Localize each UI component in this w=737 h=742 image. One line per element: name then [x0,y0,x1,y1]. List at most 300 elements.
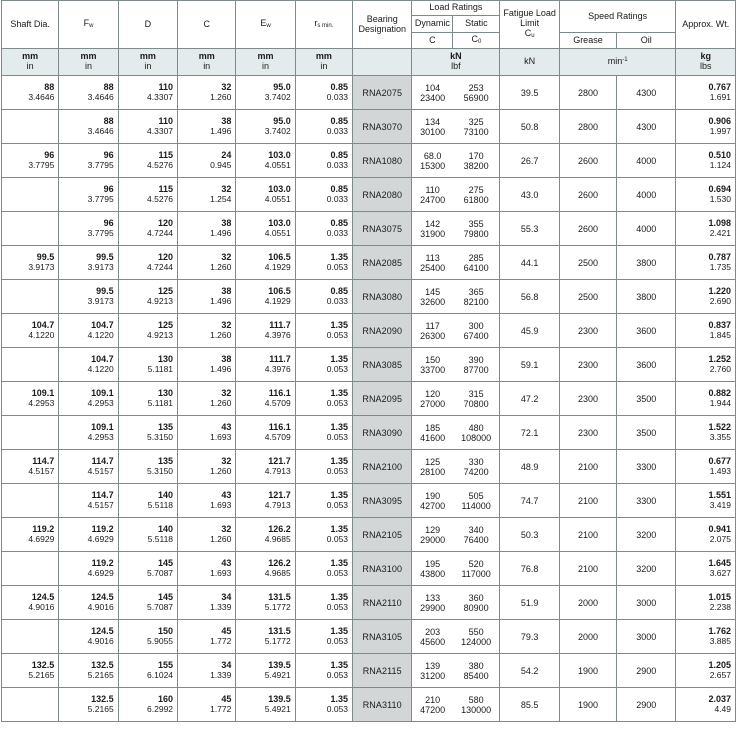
cell-dynamic-load-kn: 145 [425,286,441,297]
cell-shaft-dia-imperial: 5.2165 [28,669,55,680]
cell-shaft-dia-metric: 104.7 [31,319,55,330]
cell-static-load-lbf: 79800 [463,228,489,239]
cell-d-imperial: 4.7244 [147,261,174,272]
cell-fw [59,450,118,484]
table-row [2,620,736,654]
cell-approx-wt [676,144,736,178]
cell-shaft-dia [2,314,59,348]
cell-static-load-kn: 340 [468,524,484,535]
cell-ew [236,416,295,450]
table-row [2,654,736,688]
cell-fw-imperial: 4.2953 [87,397,114,408]
cell-approx-wt-metric: 0.837 [708,319,731,330]
cell-bearing-designation: RNA2105 [353,518,412,552]
cell-rs-min [295,348,352,382]
cell-d-metric: 145 [158,591,174,602]
cell-approx-wt [676,348,736,382]
cell-rs-min-imperial: 0.053 [326,363,349,374]
cell-ew [236,382,295,416]
cell-dynamic-load-kn: 129 [425,524,441,535]
cell-dynamic-load-lbf: 25400 [420,262,446,273]
cell-fw-metric: 114.7 [91,455,114,466]
cell-dynamic-load [412,620,453,654]
unit-rs: mm in [295,49,352,76]
table-row [2,76,736,110]
cell-dynamic-load [412,450,453,484]
cell-fw-imperial: 4.9016 [87,601,114,612]
cell-fw-imperial: 5.2165 [87,669,114,680]
cell-speed-grease: 2100 [559,450,616,484]
cell-speed-grease: 2100 [559,518,616,552]
cell-d-imperial: 4.5276 [147,193,174,204]
cell-approx-wt [676,178,736,212]
cell-d-metric: 155 [158,659,174,670]
cell-static-load-lbf: 82100 [463,296,489,307]
cell-speed-grease: 2600 [559,178,616,212]
cell-d [118,314,177,348]
cell-ew-imperial: 4.7913 [264,465,291,476]
header-bearing-designation: Bearing Designation [353,1,412,49]
cell-dynamic-load [412,484,453,518]
unit-speed: $\min^{-1}$ [559,49,676,76]
table-row [2,416,736,450]
cell-d [118,586,177,620]
cell-bearing-designation: RNA2095 [353,382,412,416]
cell-dynamic-load-kn: 117 [425,320,440,331]
cell-approx-wt-imperial: 2.760 [709,363,731,374]
cell-speed-oil: 3500 [617,382,676,416]
cell-c-imperial: 1.693 [210,567,232,578]
cell-bearing-designation: RNA2075 [353,76,412,110]
cell-fw-metric: 104.7 [91,353,114,364]
cell-rs-min-imperial: 0.053 [326,567,349,578]
cell-dynamic-load-lbf: 33700 [420,364,446,375]
cell-rs-min-metric: 0.85 [330,81,349,92]
cell-shaft-dia [2,382,59,416]
cell-d-metric: 125 [158,285,174,296]
cell-shaft-dia-imperial: 4.5157 [28,465,55,476]
cell-rs-min [295,586,352,620]
cell-approx-wt [676,416,736,450]
cell-dynamic-load [412,76,453,110]
cell-dynamic-load-kn: 113 [425,252,440,263]
cell-fw-imperial: 4.6929 [87,533,114,544]
cell-speed-oil: 3300 [617,450,676,484]
cell-dynamic-load [412,688,453,722]
cell-d-metric: 160 [158,693,174,704]
cell-fw-imperial: 4.6929 [87,567,114,578]
cell-rs-min-imperial: 0.053 [326,397,349,408]
unit-fatigue: kN [500,49,559,76]
cell-approx-wt-metric: 1.098 [708,217,731,228]
cell-approx-wt-imperial: 2.075 [709,533,731,544]
cell-approx-wt [676,280,736,314]
cell-ew-imperial: 4.5709 [264,397,291,408]
cell-static-load-lbf: 61800 [463,194,489,205]
cell-speed-grease: 1900 [559,654,616,688]
cell-fatigue-limit: 56.8 [500,280,559,314]
cell-fw [59,382,118,416]
cell-rs-min-metric: 1.35 [330,625,349,636]
cell-ew-imperial: 3.7402 [264,91,291,102]
unit-designation [353,49,412,76]
cell-approx-wt-imperial: 1.691 [709,91,731,102]
cell-fw-imperial: 4.5157 [87,465,114,476]
cell-c-metric: 34 [221,659,232,670]
cell-c [178,382,236,416]
cell-d-imperial: 5.7087 [147,567,174,578]
header-rs-min: rs min. [295,1,352,49]
cell-dynamic-load-kn: 150 [425,354,441,365]
cell-fw [59,586,118,620]
cell-d [118,654,177,688]
header-static: Static [453,16,500,33]
cell-fw [59,280,118,314]
cell-ew [236,314,295,348]
cell-approx-wt-metric: 2.037 [708,693,731,704]
cell-approx-wt-imperial: 3.419 [709,499,731,510]
cell-shaft-dia-metric: 119.2 [32,523,55,534]
unit-c: mm in [178,49,236,76]
cell-c-metric: 32 [221,387,232,398]
cell-dynamic-load-kn: 133 [425,592,441,603]
cell-ew [236,280,295,314]
cell-rs-min-metric: 0.85 [330,149,349,160]
cell-static-load-lbf: 76400 [463,534,489,545]
cell-ew-metric: 95.0 [273,115,291,126]
cell-static-load-kn: 285 [468,252,484,263]
cell-static-load [453,110,500,144]
cell-ew-metric: 106.5 [268,251,291,262]
cell-fw-imperial: 3.7795 [87,193,114,204]
cell-shaft-dia-metric: 132.5 [31,659,55,670]
cell-c-imperial: 1.772 [210,635,232,646]
cell-rs-min [295,688,352,722]
cell-static-load-lbf: 64100 [463,262,489,273]
cell-speed-grease: 2300 [559,416,616,450]
cell-fatigue-limit: 76.8 [500,552,559,586]
cell-fatigue-limit: 74.7 [500,484,559,518]
cell-bearing-designation: RNA3100 [353,552,412,586]
cell-approx-wt [676,654,736,688]
cell-d-imperial: 4.5276 [147,159,174,170]
cell-speed-grease: 2300 [559,314,616,348]
cell-d-imperial: 5.3150 [147,465,174,476]
cell-fatigue-limit: 79.3 [500,620,559,654]
cell-dynamic-load [412,178,453,212]
cell-approx-wt-imperial: 2.421 [709,227,731,238]
cell-ew [236,144,295,178]
cell-static-load [453,450,500,484]
cell-approx-wt-imperial: 1.845 [709,329,731,340]
cell-dynamic-load [412,518,453,552]
cell-d-metric: 150 [158,625,174,636]
cell-rs-min [295,280,352,314]
cell-bearing-designation: RNA2115 [353,654,412,688]
cell-speed-grease: 2500 [559,280,616,314]
cell-dynamic-load [412,314,453,348]
cell-d-metric: 145 [158,557,174,568]
cell-rs-min-metric: 1.35 [330,557,349,568]
cell-d-metric: 130 [158,387,174,398]
cell-ew-metric: 121.7 [268,489,291,500]
cell-c [178,586,236,620]
cell-rs-min [295,144,352,178]
cell-c-imperial: 1.339 [210,601,232,612]
cell-rs-min [295,76,352,110]
cell-rs-min-metric: 1.35 [330,455,349,466]
cell-d [118,144,177,178]
cell-fw-metric: 132.5 [91,693,114,704]
cell-dynamic-load [412,144,453,178]
cell-static-load-kn: 330 [468,456,484,467]
cell-shaft-dia-imperial: 3.4646 [28,91,55,102]
cell-approx-wt-imperial: 3.885 [709,635,731,646]
cell-approx-wt-metric: 1.645 [708,557,731,568]
cell-shaft-dia-imperial: 4.6929 [28,533,55,544]
cell-rs-min [295,314,352,348]
cell-rs-min-imperial: 0.053 [326,635,349,646]
cell-fatigue-limit: 48.9 [500,450,559,484]
cell-dynamic-load [412,382,453,416]
cell-fatigue-limit: 47.2 [500,382,559,416]
cell-static-load [453,314,500,348]
cell-dynamic-load-kn: 210 [425,694,441,705]
cell-approx-wt-metric: 0.767 [708,81,731,92]
cell-c-imperial: 1.260 [210,465,232,476]
cell-c-metric: 24 [221,149,232,160]
cell-dynamic-load-kn: 125 [425,456,441,467]
cell-static-load-kn: 390 [468,354,484,365]
table-row [2,484,736,518]
cell-d [118,246,177,280]
cell-c-metric: 43 [221,557,232,568]
cell-fw [59,246,118,280]
cell-fw-metric: 119.2 [91,523,114,534]
cell-d-metric: 125 [158,319,174,330]
cell-ew-metric: 103.0 [268,183,291,194]
cell-approx-wt [676,212,736,246]
cell-approx-wt-metric: 1.015 [708,591,731,602]
cell-d-metric: 135 [158,421,174,432]
cell-d-metric: 115 [158,183,174,194]
cell-rs-min-imperial: 0.033 [326,193,349,204]
cell-d-metric: 135 [158,455,174,466]
cell-shaft-dia [2,688,59,722]
unit-load-ratings: kN lbf [412,49,500,76]
cell-dynamic-load-lbf: 29900 [420,602,446,613]
cell-speed-grease: 2300 [559,382,616,416]
cell-bearing-designation: RNA3070 [353,110,412,144]
cell-speed-oil: 3000 [617,586,676,620]
cell-d-metric: 120 [158,251,174,262]
cell-static-load-kn: 505 [468,490,484,501]
cell-d-imperial: 4.3307 [147,125,174,136]
cell-rs-min [295,110,352,144]
cell-dynamic-load-lbf: 29000 [420,534,446,545]
header-oil: Oil [617,33,676,49]
cell-approx-wt-metric: 0.694 [708,183,731,194]
cell-shaft-dia [2,484,59,518]
cell-rs-min-imperial: 0.053 [326,261,349,272]
table-row [2,314,736,348]
cell-ew-imperial: 4.3976 [264,363,291,374]
cell-d [118,518,177,552]
cell-rs-min [295,382,352,416]
header-fw: Fw [59,1,118,49]
cell-static-load [453,246,500,280]
cell-c-imperial: 0.945 [210,159,232,170]
cell-shaft-dia-imperial: 4.9016 [28,601,55,612]
cell-c-metric: 45 [221,693,232,704]
cell-static-load-kn: 325 [468,116,484,127]
cell-fw-metric: 88 [103,81,114,92]
cell-static-load-lbf: 67400 [463,330,489,341]
cell-c-imperial: 1.339 [210,669,232,680]
cell-d-metric: 130 [158,353,174,364]
cell-approx-wt-imperial: 3.627 [709,567,731,578]
cell-c-imperial: 1.496 [210,125,232,136]
cell-rs-min-imperial: 0.053 [326,431,349,442]
cell-shaft-dia [2,110,59,144]
cell-ew-metric: 131.5 [268,591,291,602]
cell-c-imperial: 1.260 [210,533,232,544]
table-row [2,688,736,722]
cell-static-load-kn: 253 [468,82,484,93]
cell-approx-wt [676,246,736,280]
cell-fw [59,212,118,246]
cell-rs-min-metric: 0.85 [330,285,349,296]
cell-d-imperial: 4.7244 [147,227,174,238]
cell-static-load [453,348,500,382]
cell-ew [236,552,295,586]
cell-rs-min-imperial: 0.053 [326,601,349,612]
cell-fw [59,144,118,178]
cell-static-load-lbf: 56900 [463,92,489,103]
cell-d [118,212,177,246]
cell-dynamic-load [412,654,453,688]
cell-c-imperial: 1.693 [210,431,232,442]
cell-approx-wt-metric: 0.882 [708,387,731,398]
cell-d-imperial: 5.9055 [147,635,174,646]
cell-approx-wt-metric: 1.205 [708,659,731,670]
cell-rs-min [295,518,352,552]
cell-d-imperial: 5.1181 [147,397,174,408]
cell-static-load [453,280,500,314]
cell-static-load [453,586,500,620]
cell-ew-imperial: 4.3976 [264,329,291,340]
cell-dynamic-load-lbf: 30100 [420,126,446,137]
cell-dynamic-load-kn: 120 [425,388,441,399]
cell-static-load [453,518,500,552]
cell-dynamic-load-kn: 68.0 [423,150,442,161]
cell-fatigue-limit: 85.5 [500,688,559,722]
cell-c [178,688,236,722]
cell-rs-min-imperial: 0.053 [326,465,349,476]
cell-ew-metric: 121.7 [268,455,291,466]
cell-d [118,620,177,654]
table-row [2,144,736,178]
header-speed-ratings: Speed Ratings [559,1,676,33]
cell-static-load-lbf: 117000 [461,568,491,579]
cell-approx-wt [676,620,736,654]
cell-dynamic-load [412,280,453,314]
cell-rs-min-metric: 1.35 [330,489,349,500]
cell-rs-min-imperial: 0.033 [326,91,349,102]
table-body [2,76,736,722]
cell-speed-oil: 4000 [617,212,676,246]
cell-approx-wt-imperial: 1.944 [709,397,731,408]
cell-fw-metric: 99.5 [96,251,114,262]
cell-approx-wt [676,688,736,722]
cell-c-imperial: 1.693 [210,499,232,510]
cell-shaft-dia [2,620,59,654]
cell-static-load-lbf: 80900 [463,602,489,613]
cell-ew-imperial: 4.5709 [264,431,291,442]
cell-c-metric: 34 [221,591,232,602]
cell-shaft-dia [2,76,59,110]
cell-static-load [453,212,500,246]
cell-dynamic-load-lbf: 24700 [420,194,446,205]
cell-rs-min-metric: 1.35 [330,523,349,534]
cell-ew-imperial: 5.4921 [264,669,291,680]
cell-d [118,552,177,586]
cell-dynamic-load-lbf: 23400 [420,92,446,103]
cell-dynamic-load-kn: 190 [425,490,441,501]
cell-shaft-dia [2,552,59,586]
cell-static-load-lbf: 70800 [463,398,489,409]
table-row [2,348,736,382]
cell-fw-imperial: 3.7795 [87,227,114,238]
cell-ew-imperial: 4.1929 [264,261,291,272]
cell-c-imperial: 1.260 [210,261,232,272]
cell-dynamic-load [412,212,453,246]
cell-fw [59,552,118,586]
cell-fatigue-limit: 44.1 [500,246,559,280]
cell-rs-min-metric: 1.35 [330,353,349,364]
cell-d-metric: 140 [158,489,174,500]
cell-rs-min [295,654,352,688]
cell-d [118,484,177,518]
cell-c [178,450,236,484]
cell-dynamic-load-lbf: 45600 [420,636,446,647]
cell-fatigue-limit: 55.3 [500,212,559,246]
cell-d-imperial: 6.1024 [147,669,174,680]
cell-c [178,484,236,518]
cell-static-load [453,654,500,688]
cell-dynamic-load [412,416,453,450]
cell-d-imperial: 5.3150 [147,431,174,442]
bearing-spec-table [1,0,736,722]
cell-dynamic-load-lbf: 26300 [420,330,446,341]
cell-speed-oil: 3200 [617,552,676,586]
cell-static-load-kn: 300 [468,320,484,331]
cell-fw-metric: 99.5 [96,285,114,296]
cell-c-metric: 32 [221,81,232,92]
cell-c-metric: 32 [221,455,232,466]
cell-c-metric: 32 [221,523,232,534]
cell-c [178,246,236,280]
table-row [2,382,736,416]
cell-d [118,178,177,212]
cell-fw-metric: 109.1 [91,421,114,432]
cell-approx-wt [676,76,736,110]
cell-bearing-designation: RNA1080 [353,144,412,178]
cell-dynamic-load-lbf: 15300 [420,160,446,171]
cell-approx-wt-imperial: 2.690 [709,295,731,306]
cell-speed-oil: 2900 [617,688,676,722]
cell-speed-grease: 2500 [559,246,616,280]
